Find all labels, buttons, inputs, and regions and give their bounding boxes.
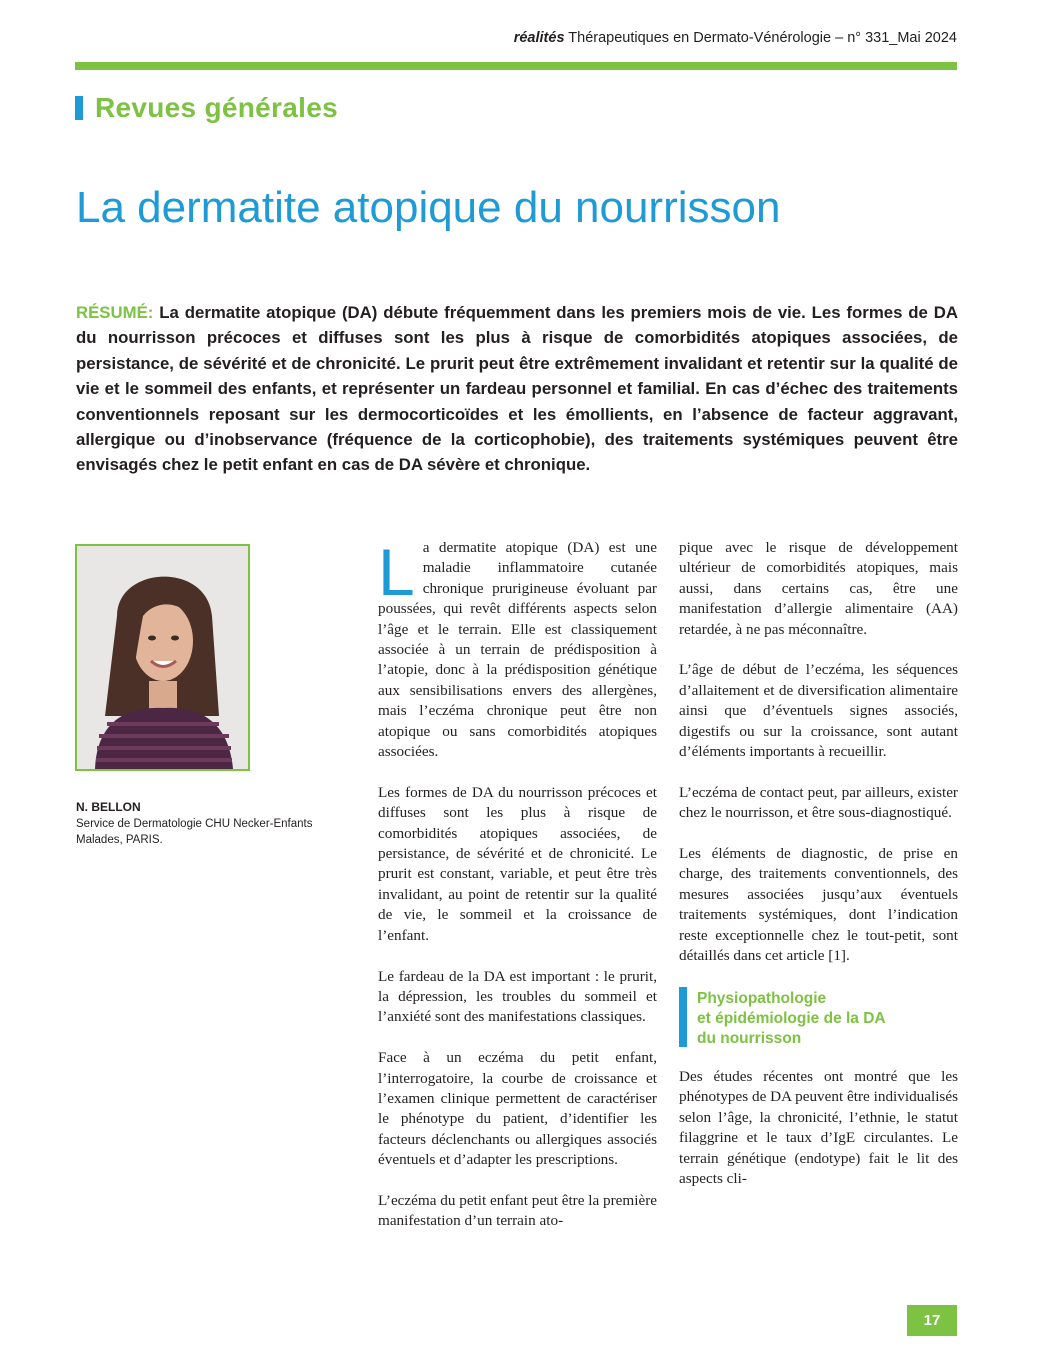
journal-name: réalités xyxy=(513,30,565,46)
header-rule xyxy=(75,62,957,70)
paragraph: Les éléments de diagnostic, de prise en charge, des traitements conventionnels, des mesures associées jusqu’aux éventuels traitements systémiques, dont l’indication reste exceptionnelle chez le tout-petit, sont détaillés dans cet article [1]. xyxy=(679,845,958,965)
author-affiliation: Service de Dermatologie CHU Necker-Enfants Malades, PARIS. xyxy=(76,818,313,846)
paragraph: Les formes de DA du nourrisson précoces et diffuses sont les plus à risque de comorbidités atopiques associées, de persistance, de sévérité et de chronicité. Le prurit est constant, variable, et peut être très invalidant, au point de retentir sur la qualité de vie, le sommeil et la croissance de l’enfant. xyxy=(378,783,657,944)
intro-text: a dermatite atopique (DA) est une maladie inflammatoire cutanée chronique prurigineuse évoluant par poussées, qui revêt différents aspects selon l’âge et le terrain. Elle est classiquement associée à un terrain de prédisposition à l’atopie, donc à la prédisposition génétique aux sensibilisations envers des allergènes, mais l’eczéma chronique peut être non atopique ou sans comorbidités atopiques associées. xyxy=(378,539,657,761)
section-tag xyxy=(75,91,338,125)
subsection-title-line: et épidémiologie de la DA xyxy=(697,1009,886,1027)
paragraph: pique avec le risque de développement ultérieur de comorbidités atopiques, mais aussi, dans certains cas, être une manifestation d’allergie alimentaire (AA) retardée, à ne pas méconnaître. xyxy=(679,539,958,638)
paragraph: L’eczéma du petit enfant peut être la première manifestation d’un terrain ato- xyxy=(378,1191,657,1230)
paragraph: Face à un eczéma du petit enfant, l’interrogatoire, la courbe de croissance et l’examen clinique permettent de caractériser le phénotype du patient, d’identifier les facteurs déclenchants ou allergiques associés éventuels et d’adapter les prescriptions. xyxy=(378,1049,657,1169)
paragraph: Le fardeau de la DA est important : le prurit, la dépression, les troubles du sommeil et l’anxiété sont des manifestations classiques. xyxy=(378,967,657,1026)
paragraph: Des études récentes ont montré que les phénotypes de DA peuvent être individualisés selon l’âge, la chronicité, l’ethnie, le statut filaggrine et le taux d’IgE circulantes. Le terrain génétique (endotype) fait le lit des aspects cli- xyxy=(679,1067,958,1187)
body-column-2 xyxy=(679,538,958,1210)
author-photo xyxy=(75,544,250,771)
subsection-title-line: du nourrisson xyxy=(697,1029,802,1047)
article-title: La dermatite atopique du nourrisson xyxy=(76,183,781,232)
journal-issue: Thérapeutiques en Dermato-Vénérologie – n° 331_Mai 2024 xyxy=(568,30,957,46)
paragraph: L’âge de début de l’eczéma, les séquences d’allaitement et de diversification alimentaire ainsi que d’éventuels signes associés, digestifs ou sur la croissance, sont autant d’éléments importants à recueillir. xyxy=(679,661,958,761)
drop-cap: L xyxy=(378,535,415,609)
abstract-text: La dermatite atopique (DA) débute fréquemment dans les premiers mois de vie. Les formes de DA du nourrisson précoces et diffuses sont les plus à risque de comorbidités atopiques associées, de persistance, de sévérité et de chronicité. Le prurit peut être extrêmement invalidant et retentir sur la qualité de vie et le sommeil des enfants, et représenter un fardeau personnel et familial. En cas d’échec des traitements conventionnels reposant sur les dermocorticoïdes et les émollients, en l’absence de facteur aggravant, allergique ou d’inobservance (fréquence de la corticophobie), des traitements systémiques peuvent être envisagés chez le petit enfant en cas de DA sévère et chronique. xyxy=(76,303,958,475)
paragraph: L’eczéma de contact peut, par ailleurs, exister chez le nourrisson, et être sous-diagnostiqué. xyxy=(679,783,958,822)
body-column-1 xyxy=(378,535,657,1252)
subsection-title xyxy=(697,987,886,1049)
author-portrait-illustration xyxy=(77,546,248,769)
abstract xyxy=(76,300,958,478)
running-header xyxy=(514,30,957,46)
section-bar xyxy=(75,96,83,120)
subsection-heading xyxy=(679,987,958,1049)
section-label: Revues générales xyxy=(95,92,338,123)
page-number: 17 xyxy=(907,1305,957,1336)
subsection-title-line: Physiopathologie xyxy=(697,989,827,1007)
subsection-bar xyxy=(679,987,687,1047)
intro-paragraph xyxy=(378,535,657,762)
abstract-label: RÉSUMÉ: xyxy=(76,303,154,322)
author-name: N. BELLON xyxy=(76,800,141,814)
